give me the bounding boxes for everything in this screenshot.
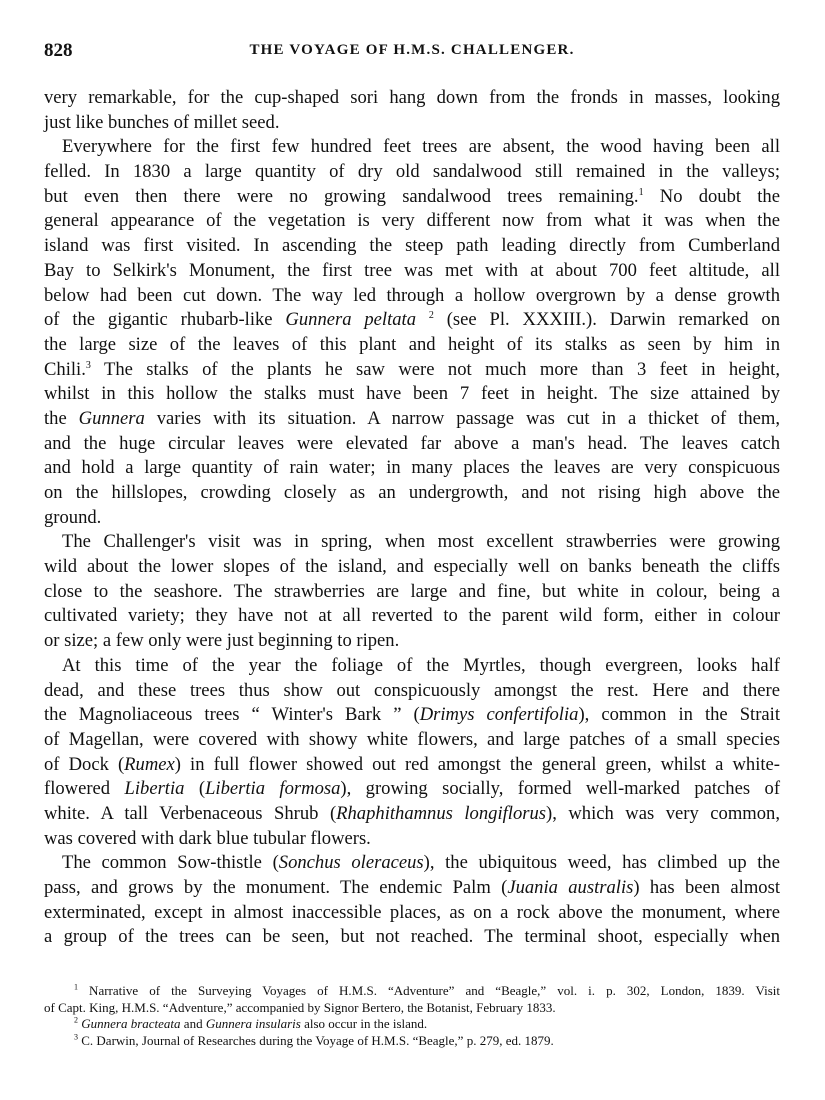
footnote: $^2$ Gunnera bracteata and Gunnera insularis also occur in the island. bbox=[74, 1015, 428, 1031]
text-line: on the hillslopes, crowding closely as an undergrowth, and not rising high above the bbox=[44, 482, 780, 503]
text-line: or size; a few only were just beginning to ripen. bbox=[44, 630, 400, 652]
page-number: 828 bbox=[44, 40, 73, 61]
text-line: the Magnoliaceous trees “ Winter's Bark ” (Drimys confertifolia), common in the Strait bbox=[44, 704, 780, 726]
text-line: island was first visited. In ascending the steep path leading directly from Cumberland bbox=[44, 235, 780, 257]
text-line: Bay to Selkirk's Monument, the first tree was met with at about 700 feet altitude, all bbox=[44, 259, 780, 281]
text-line: At this time of the year the foliage of the Myrtles, though evergreen, looks half bbox=[62, 654, 780, 676]
text-line: and the huge circular leaves were elevated far above a man's head. The leaves catch bbox=[44, 432, 780, 454]
footnote: $^1$ Narrative of the Surveying Voyages of H.M.S. “Adventure” and “Beagle,” vol. i. p. 302, London, 1839. Visit bbox=[74, 982, 780, 998]
footnote: $^3$ C. Darwin, Journal of Researches during the Voyage of H.M.S. “Beagle,” p. 279, ed. 1879. bbox=[74, 1032, 554, 1048]
running-title: THE VOYAGE OF H.M.S. CHALLENGER. bbox=[249, 42, 575, 58]
text-line: ground. bbox=[44, 506, 102, 528]
text-line: and hold a large quantity of rain water; in many places the leaves are very conspicuous bbox=[44, 457, 780, 479]
text-line: close to the seashore. The strawberries are large and fine, but white in colour, being a bbox=[44, 580, 780, 602]
text-line: The Challenger's visit was in spring, when most excellent strawberries were growing bbox=[62, 531, 780, 553]
text-line: just like bunches of millet seed. bbox=[44, 111, 280, 133]
text-line: Chili.$^3$ The stalks of the plants he saw were not much more than 3 feet in height, bbox=[44, 358, 780, 380]
text-line: of the gigantic rhubarb-like Gunnera peltata $^2$ (see Pl. XXXIII.). Darwin remarked on bbox=[44, 309, 780, 331]
text-line: pass, and grows by the monument. The endemic Palm (Juania australis) has been almost bbox=[44, 877, 780, 898]
text-line: the large size of the leaves of this plant and height of its stalks as seen by him in bbox=[44, 333, 780, 355]
text-line: flowered Libertia (Libertia formosa), growing socially, formed well-marked patches of bbox=[44, 778, 781, 800]
text-line: was covered with dark blue tubular flowers. bbox=[44, 827, 371, 849]
footnote-ref: 2 bbox=[428, 310, 434, 321]
text-line: Everywhere for the first few hundred feet trees are absent, the wood having been all bbox=[62, 136, 780, 158]
body-text bbox=[44, 86, 780, 950]
text-line: very remarkable, for the cup-shaped sori hang down from the fronds in masses, looking bbox=[44, 87, 780, 108]
text-line: the Gunnera varies with its situation. A narrow passage was cut in a thicket of them, bbox=[44, 407, 780, 429]
text-line: a group of the trees can be seen, but not reached. The terminal shoot, especially when bbox=[44, 926, 780, 948]
text-line: but even then there were no growing sandalwood trees remaining.$^1$ No doubt the bbox=[44, 185, 780, 207]
text-line: general appearance of the vegetation is very different now from what it was when the bbox=[44, 210, 780, 232]
footnote: of Capt. King, H.M.S. “Adventure,” accompanied by Signor Bertero, the Botanist, February 1833. bbox=[44, 999, 556, 1015]
text-line: white. A tall Verbenaceous Shrub (Rhaphithamnus longiflorus), which was very common, bbox=[44, 802, 780, 824]
text-line: exterminated, except in almost inaccessible places, as on a rock above the monument, where bbox=[44, 901, 780, 923]
text-line: of Magellan, were covered with showy white flowers, and large patches of a small species bbox=[44, 728, 780, 750]
text-line: felled. In 1830 a large quantity of dry old sandalwood still remained in the valleys; bbox=[44, 161, 780, 183]
text-line: The common Sow-thistle (Sonchus oleraceus), the ubiquitous weed, has climbed up the bbox=[62, 852, 780, 874]
text-line: cultivated variety; they have not at all reverted to the parent wild form, either in colour bbox=[44, 605, 780, 627]
footnote-ref: 1 bbox=[638, 186, 644, 198]
footnote-ref: 3 bbox=[85, 359, 91, 371]
running-header bbox=[44, 40, 780, 66]
text-line: of Dock (Rumex) in full flower showed out red amongst the general green, whilst a white- bbox=[44, 753, 780, 775]
footnotes bbox=[44, 983, 780, 1049]
text-line: below had been cut down. The way led through a hollow overgrown by a dense growth bbox=[44, 284, 780, 306]
text-line: wild about the lower slopes of the island, and especially well on banks beneath the cliffs bbox=[44, 556, 780, 578]
text-line: whilst in this hollow the stalks must have been 7 feet in height. The size attained by bbox=[44, 383, 780, 405]
text-line: dead, and these trees thus show out conspicuously amongst the rest. Here and there bbox=[44, 679, 780, 701]
